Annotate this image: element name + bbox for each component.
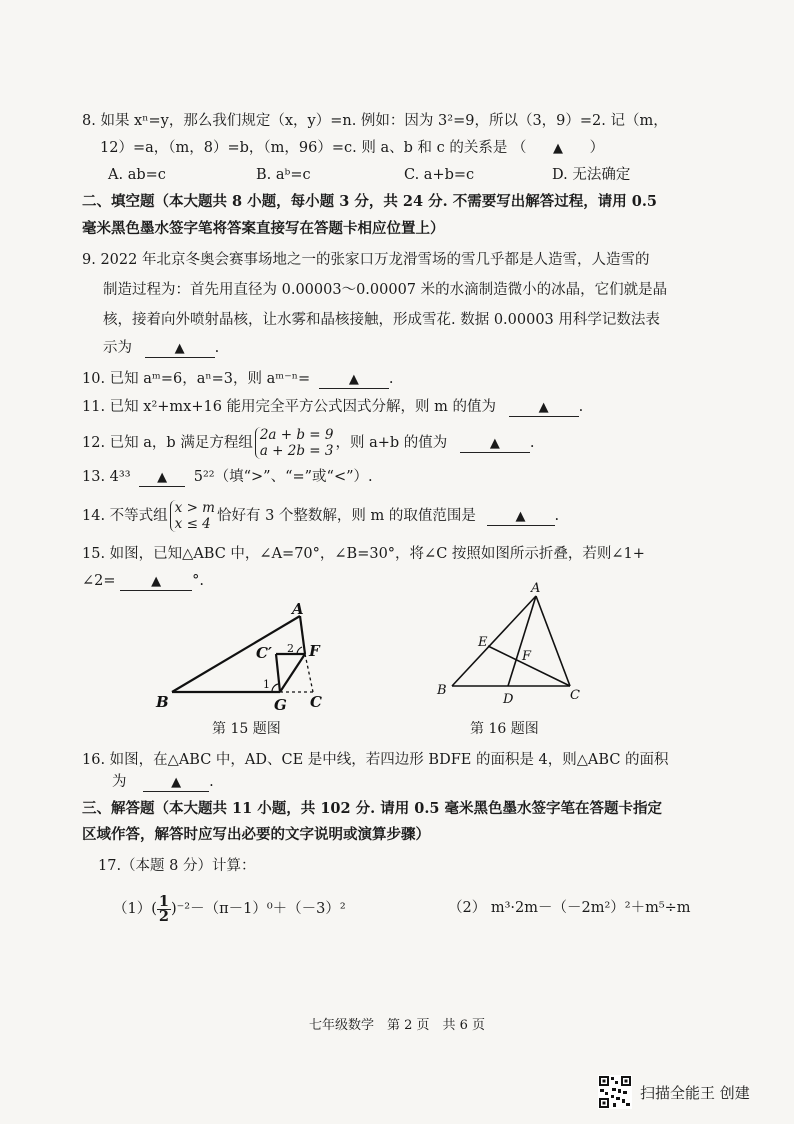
figure-15-diagram <box>150 596 350 716</box>
section2-heading-line1: 二、填空题（本大题共 8 小题，每小题 3 分，共 24 分. 不需要写出解答过程，请用 0.5 <box>82 193 658 210</box>
q9-line1: 9. 2022 年北京冬奥会赛事场地之一的张家口万龙滑雪场的雪几乎都是人造雪，人造雪的 <box>82 252 650 268</box>
label-g: G <box>274 696 287 714</box>
label-d: D <box>503 692 514 707</box>
q17-part2: （2） m³·2m－（－2m²）²＋m⁵÷m <box>448 900 691 916</box>
q17-part1: （1）( $\frac{1}{2}$ )⁻²－（π－1）⁰＋（－3）² <box>113 892 346 925</box>
angle-1-arc <box>272 684 278 692</box>
scanner-watermark: 扫描全能王 创建 <box>640 1084 750 1102</box>
q9-line2: 制造过程为：首先用直径为 0.00003～0.00007 米的水滴制造微小的冰晶，它们就是晶 <box>103 282 668 298</box>
label-c-prime: C′ <box>256 644 272 662</box>
label-c: C <box>310 693 322 711</box>
q8-option-b: B. aᵇ=c <box>256 167 311 183</box>
section3-heading-line2: 区域作答，解答时应写出必要的文字说明或演算步骤） <box>82 826 430 843</box>
q14-inequality-system: x > m x ≤ 4 <box>170 500 215 532</box>
q9-line3: 核，接着向外喷射晶核，让水雾和晶核接触，形成雪花. 数据 0.00003 用科学记数法表 <box>103 312 660 328</box>
median-ad <box>508 596 536 686</box>
page-footer: 七年级数学 第 2 页 共 6 页 <box>308 1018 486 1033</box>
label-e: E <box>478 635 488 650</box>
section3-heading-line1: 三、解答题（本大题共 11 小题，共 102 分. 请用 0.5 毫米黑色墨水签字笔在答题卡指定 <box>82 800 663 817</box>
label-b: B <box>437 683 447 698</box>
q15-answer-blank <box>120 573 192 591</box>
q16-line1: 16. 如图，在△ABC 中，AD、CE 是中线，若四边形 BDFE 的面积是 4，则△ABC 的面积 <box>82 752 669 768</box>
label-c: C <box>570 688 580 703</box>
q17-title: 17.（本题 8 分）计算： <box>98 858 256 874</box>
answer-triangle-icon: ▲ <box>348 372 359 387</box>
label-angle-1: 1 <box>263 678 270 691</box>
q11: 11. 已知 x²+mx+16 能用完全平方公式因式分解，则 m 的值为 ▲ . <box>82 399 584 415</box>
answer-triangle-icon: ▲ <box>171 775 182 790</box>
q8-option-d: D. 无法确定 <box>552 167 631 183</box>
q8-option-c: C. a+b=c <box>404 167 475 183</box>
q14-answer-blank <box>487 508 555 526</box>
label-f: F <box>522 649 532 664</box>
q16-answer-blank <box>143 774 209 792</box>
q8-line1: 8. 如果 xⁿ=y，那么我们规定（x，y）=n. 例如：因为 3²=9，所以（3，9）=2. 记（m， <box>82 113 668 129</box>
q12-equation-system: 2a + b = 9 a + 2b = 3 <box>255 427 334 459</box>
side-ab <box>452 596 536 686</box>
q15-line1: 15. 如图，已知△ABC 中，∠A=70°，∠B=30°，将∠C 按照如图所示折叠，若则∠1+ <box>82 546 645 562</box>
answer-triangle-icon: ▲ <box>538 400 549 415</box>
q10: 10. 已知 aᵐ=6，aⁿ=3，则 aᵐ⁻ⁿ= ▲ . <box>82 371 394 387</box>
q16-line2: 为 ▲ . <box>112 774 214 790</box>
label-angle-2: 2 <box>287 642 294 655</box>
label-a: A <box>292 600 304 618</box>
fold-line-fg <box>280 654 305 692</box>
q9-answer-blank <box>145 340 215 358</box>
figure-15-caption: 第 15 题图 <box>212 721 281 737</box>
label-b: B <box>156 693 169 711</box>
q9-line4: 示为 ▲ . <box>103 340 220 356</box>
answer-triangle-icon: ▲ <box>489 436 500 451</box>
q10-answer-blank <box>319 371 389 389</box>
answer-triangle-icon: ▲ <box>157 470 168 485</box>
q15-line2: ∠2= ▲ °. <box>82 573 204 589</box>
figure-16-caption: 第 16 题图 <box>470 721 539 737</box>
label-a: A <box>531 581 541 596</box>
qr-code-icon <box>598 1075 632 1109</box>
answer-triangle-icon: ▲ <box>553 141 564 156</box>
q11-answer-blank <box>509 399 579 417</box>
figure-16-diagram <box>430 580 600 710</box>
fraction-one-half: $\frac{1}{2}$ <box>158 892 169 925</box>
section2-heading-line2: 毫米黑色墨水签字笔将答案直接写在答题卡相应位置上） <box>82 220 445 237</box>
answer-triangle-icon: ▲ <box>174 341 185 356</box>
q12-answer-blank <box>460 435 530 453</box>
answer-triangle-icon: ▲ <box>515 509 526 524</box>
label-f: F <box>309 642 320 660</box>
q13-answer-blank <box>139 469 185 487</box>
q8-line2: 12）=a，（m，8）=b，（m，96）=c. 则 a、b 和 c 的关系是 （ ▲ ） <box>100 140 605 156</box>
q8-option-a: A. ab=c <box>108 167 166 183</box>
q12: 12. 已知 a，b 满足方程组 2a + b = 9 a + 2b = 3 ，则 a+b 的值为 ▲ . <box>82 427 535 459</box>
q13: 13. 4³³ ▲ 5²²（填“>”、“=”或“<”）. <box>82 469 373 485</box>
answer-triangle-icon: ▲ <box>151 574 162 589</box>
q14: 14. 不等式组 x > m x ≤ 4 恰好有 3 个整数解，则 m 的取值范围是 ▲ . <box>82 500 560 532</box>
folded-side-gc <box>276 654 280 692</box>
